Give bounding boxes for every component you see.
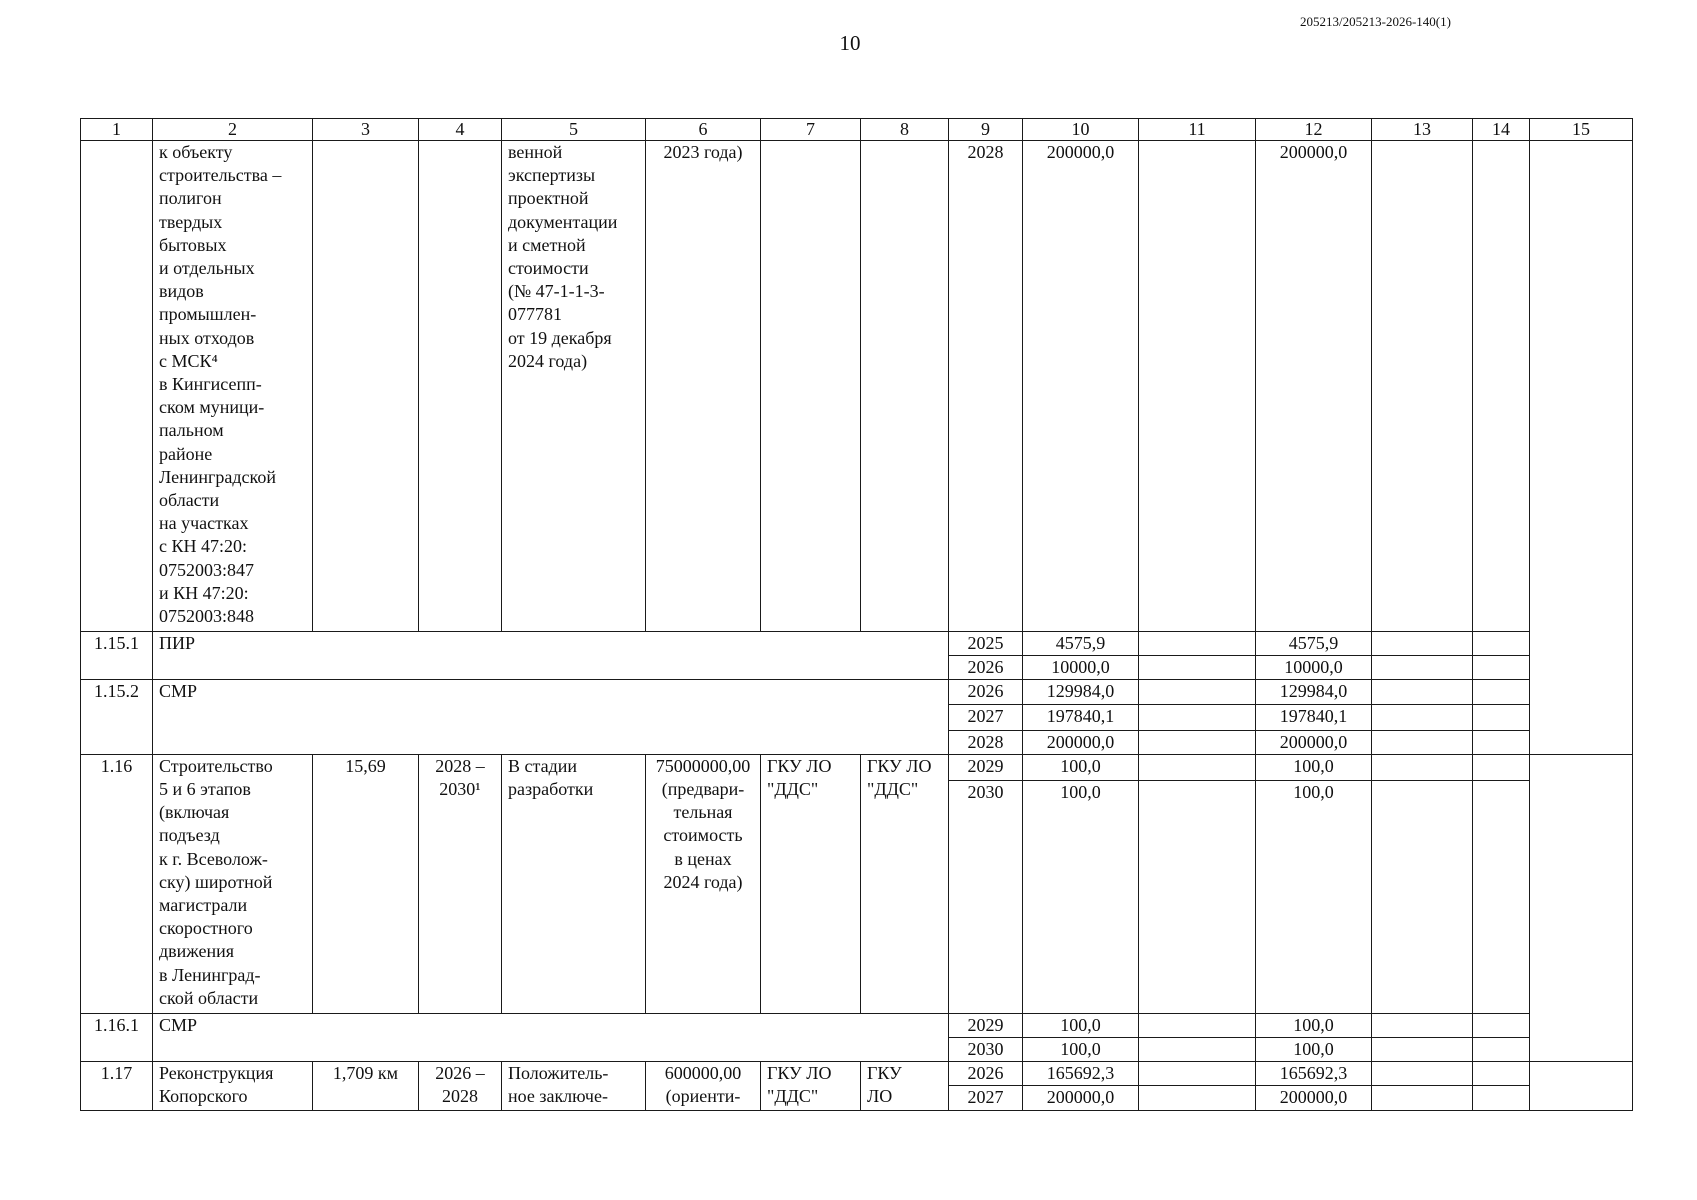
regional-cell: 129984,0 xyxy=(1256,680,1372,704)
other-cell xyxy=(1473,780,1530,1013)
federal-cell xyxy=(1139,141,1256,632)
stage-label-cell: СМР xyxy=(153,1013,949,1061)
program-table xyxy=(80,118,1633,1111)
period-cell: 2026 – 2028 xyxy=(419,1062,502,1110)
regional-cell: 200000,0 xyxy=(1256,141,1372,632)
federal-cell xyxy=(1139,680,1256,704)
column-number: 6 xyxy=(646,119,761,141)
other-cell xyxy=(1473,704,1530,730)
other-cell xyxy=(1473,656,1530,680)
total-cell: 200000,0 xyxy=(1023,1086,1139,1110)
column-number: 1 xyxy=(81,119,153,141)
page-number: 10 xyxy=(839,31,861,55)
total-cell: 200000,0 xyxy=(1023,730,1139,754)
column-number: 9 xyxy=(949,119,1023,141)
other-cell xyxy=(1473,1086,1530,1110)
local-cell xyxy=(1372,1038,1473,1062)
table-row xyxy=(81,754,1633,780)
period-cell xyxy=(419,141,502,632)
other-cell xyxy=(1473,680,1530,704)
notes-cell xyxy=(1530,141,1633,755)
column-number: 4 xyxy=(419,119,502,141)
total-cell: 197840,1 xyxy=(1023,704,1139,730)
cost-cell: 600000,00 (ориенти- xyxy=(646,1062,761,1110)
column-number: 8 xyxy=(861,119,949,141)
regional-cell: 165692,3 xyxy=(1256,1062,1372,1086)
table-row xyxy=(81,1062,1633,1086)
developer-cell xyxy=(861,141,949,632)
status-cell: венной экспертизы проектной документации и сметной стоимости (№ 47-1-1-3- 077781 от 19 декабря 2024 года) xyxy=(502,141,646,632)
year-cell: 2027 xyxy=(949,704,1023,730)
regional-cell: 100,0 xyxy=(1256,780,1372,1013)
local-cell xyxy=(1372,656,1473,680)
row-number-cell xyxy=(81,141,153,632)
row-number-cell: 1.16 xyxy=(81,754,153,1013)
status-cell: В стадии разработки xyxy=(502,754,646,1013)
notes-cell xyxy=(1530,1062,1633,1110)
row-number-cell: 1.16.1 xyxy=(81,1013,153,1061)
other-cell xyxy=(1473,1062,1530,1086)
regional-cell: 200000,0 xyxy=(1256,1086,1372,1110)
regional-cell: 100,0 xyxy=(1256,754,1372,780)
regional-cell: 4575,9 xyxy=(1256,632,1372,656)
federal-cell xyxy=(1139,1086,1256,1110)
regional-cell: 10000,0 xyxy=(1256,656,1372,680)
year-cell: 2030 xyxy=(949,780,1023,1013)
total-cell: 10000,0 xyxy=(1023,656,1139,680)
regional-cell: 100,0 xyxy=(1256,1038,1372,1062)
regional-cell: 100,0 xyxy=(1256,1013,1372,1037)
customer-cell xyxy=(761,141,861,632)
other-cell xyxy=(1473,141,1530,632)
stage-label-cell: ПИР xyxy=(153,632,949,680)
row-number-cell: 1.15.2 xyxy=(81,680,153,754)
federal-cell xyxy=(1139,1013,1256,1037)
local-cell xyxy=(1372,1062,1473,1086)
stage-label-cell: СМР xyxy=(153,680,949,754)
regional-cell: 197840,1 xyxy=(1256,704,1372,730)
column-number: 13 xyxy=(1372,119,1473,141)
year-cell: 2028 xyxy=(949,141,1023,632)
column-number: 2 xyxy=(153,119,313,141)
federal-cell xyxy=(1139,730,1256,754)
object-name-cell: к объекту строительства – полигон твердых бытовых и отдельных видов промышлен- ных отходов с МСК⁴ в Кингисепп- ском муници- пальном районе Ленинградской области на участках с КН 47:20: 0752003:847 и КН 47:20: 0752003:848 xyxy=(153,141,313,632)
local-cell xyxy=(1372,730,1473,754)
cost-cell: 2023 года) xyxy=(646,141,761,632)
column-number: 7 xyxy=(761,119,861,141)
column-number: 10 xyxy=(1023,119,1139,141)
table-row xyxy=(81,680,1633,704)
local-cell xyxy=(1372,632,1473,656)
other-cell xyxy=(1473,632,1530,656)
total-cell: 165692,3 xyxy=(1023,1062,1139,1086)
column-number: 5 xyxy=(502,119,646,141)
year-cell: 2030 xyxy=(949,1038,1023,1062)
federal-cell xyxy=(1139,704,1256,730)
local-cell xyxy=(1372,141,1473,632)
object-name-cell: Реконструкция Копорского xyxy=(153,1062,313,1110)
row-number-cell: 1.15.1 xyxy=(81,632,153,680)
table-row xyxy=(81,141,1633,632)
total-cell: 4575,9 xyxy=(1023,632,1139,656)
capacity-cell xyxy=(313,141,419,632)
year-cell: 2027 xyxy=(949,1086,1023,1110)
local-cell xyxy=(1372,1013,1473,1037)
local-cell xyxy=(1372,680,1473,704)
other-cell xyxy=(1473,730,1530,754)
column-number-row xyxy=(81,119,1633,141)
total-cell: 100,0 xyxy=(1023,1038,1139,1062)
row-number-cell: 1.17 xyxy=(81,1062,153,1110)
column-number: 3 xyxy=(313,119,419,141)
document-code: 205213/205213-2026-140(1) xyxy=(1300,14,1451,29)
total-cell: 100,0 xyxy=(1023,754,1139,780)
local-cell xyxy=(1372,780,1473,1013)
column-number: 12 xyxy=(1256,119,1372,141)
total-cell: 129984,0 xyxy=(1023,680,1139,704)
regional-cell: 200000,0 xyxy=(1256,730,1372,754)
customer-cell: ГКУ ЛО "ДДС" xyxy=(761,754,861,1013)
year-cell: 2026 xyxy=(949,680,1023,704)
status-cell: Положитель- ное заключе- xyxy=(502,1062,646,1110)
local-cell xyxy=(1372,1086,1473,1110)
total-cell: 100,0 xyxy=(1023,1013,1139,1037)
total-cell: 100,0 xyxy=(1023,780,1139,1013)
local-cell xyxy=(1372,754,1473,780)
federal-cell xyxy=(1139,632,1256,656)
year-cell: 2026 xyxy=(949,1062,1023,1086)
federal-cell xyxy=(1139,780,1256,1013)
federal-cell xyxy=(1139,754,1256,780)
column-number: 14 xyxy=(1473,119,1530,141)
column-number: 11 xyxy=(1139,119,1256,141)
capacity-cell: 15,69 xyxy=(313,754,419,1013)
year-cell: 2029 xyxy=(949,754,1023,780)
object-name-cell: Строительство 5 и 6 этапов (включая подъезд к г. Всеволож- ску) широтной магистрали скоростного движения в Ленинград- ской области xyxy=(153,754,313,1013)
federal-cell xyxy=(1139,656,1256,680)
year-cell: 2028 xyxy=(949,730,1023,754)
period-cell: 2028 – 2030¹ xyxy=(419,754,502,1013)
other-cell xyxy=(1473,1038,1530,1062)
year-cell: 2029 xyxy=(949,1013,1023,1037)
developer-cell: ГКУ ЛО xyxy=(861,1062,949,1110)
cost-cell: 75000000,00 (предвари- тельная стоимость в ценах 2024 года) xyxy=(646,754,761,1013)
local-cell xyxy=(1372,704,1473,730)
customer-cell: ГКУ ЛО "ДДС" xyxy=(761,1062,861,1110)
developer-cell: ГКУ ЛО "ДДС" xyxy=(861,754,949,1013)
table-row xyxy=(81,1013,1633,1037)
capacity-cell: 1,709 км xyxy=(313,1062,419,1110)
column-number: 15 xyxy=(1530,119,1633,141)
federal-cell xyxy=(1139,1038,1256,1062)
table-row xyxy=(81,632,1633,656)
other-cell xyxy=(1473,1013,1530,1037)
total-cell: 200000,0 xyxy=(1023,141,1139,632)
year-cell: 2026 xyxy=(949,656,1023,680)
year-cell: 2025 xyxy=(949,632,1023,656)
other-cell xyxy=(1473,754,1530,780)
federal-cell xyxy=(1139,1062,1256,1086)
notes-cell xyxy=(1530,754,1633,1061)
